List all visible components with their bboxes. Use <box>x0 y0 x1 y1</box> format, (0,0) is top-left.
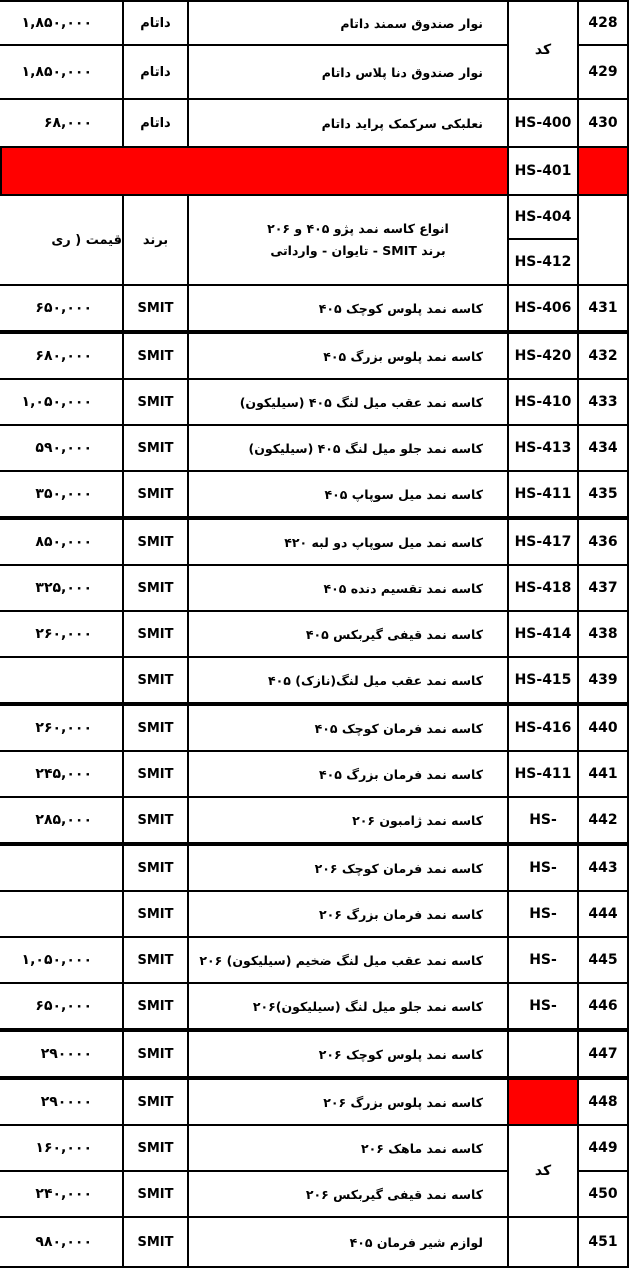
item-description: کاسه نمد پلوس بزرگ ۲۰۶ <box>187 1078 509 1126</box>
item-brand: SMIT <box>122 1078 189 1126</box>
item-price: ۹۸۰,۰۰۰ <box>0 1216 124 1268</box>
item-brand: SMIT <box>122 704 189 752</box>
item-price: ۲۶۰,۰۰۰ <box>0 704 124 752</box>
item-description: کاسه نمد پلوس کوچک ۴۰۵ <box>187 284 509 332</box>
item-code: HS-411 <box>507 750 579 798</box>
item-brand: SMIT <box>122 982 189 1030</box>
row-number: 440 <box>577 704 629 752</box>
item-price <box>0 890 124 938</box>
row-number: 430 <box>577 98 629 148</box>
item-code: HS-400 <box>507 98 579 148</box>
item-brand: SMIT <box>122 1170 189 1218</box>
item-code: HS-417 <box>507 518 579 566</box>
item-code: HS- <box>507 982 579 1030</box>
item-description: کاسه نمد قیفی گیربکس ۴۰۵ <box>187 610 509 658</box>
item-price: ۱,۰۵۰,۰۰۰ <box>0 378 124 426</box>
item-brand: SMIT <box>122 750 189 798</box>
item-price: ۳۵۰,۰۰۰ <box>0 470 124 518</box>
row-number: 439 <box>577 656 629 704</box>
item-code: HS-404 <box>507 194 579 240</box>
item-price: ۶۵۰,۰۰۰ <box>0 284 124 332</box>
row-number: 431 <box>577 284 629 332</box>
item-brand: SMIT <box>122 1216 189 1268</box>
item-price: ۲۹۰۰۰۰ <box>0 1078 124 1126</box>
item-price: ۶۸۰,۰۰۰ <box>0 332 124 380</box>
item-code: HS-410 <box>507 378 579 426</box>
item-price: ۶۸,۰۰۰ <box>0 98 124 148</box>
item-description: کاسه نمد فرمان کوچک ۴۰۵ <box>187 704 509 752</box>
row-number: 428 <box>577 0 629 46</box>
item-description: کاسه نمد میل سوپاپ ۴۰۵ <box>187 470 509 518</box>
item-brand: SMIT <box>122 564 189 612</box>
row-number: 449 <box>577 1124 629 1172</box>
item-price: ۸۵۰,۰۰۰ <box>0 518 124 566</box>
item-description: کاسه نمد عقب میل لنگ ضخیم (سیلیکون) ۲۰۶ <box>187 936 509 984</box>
item-price: ۱۶۰,۰۰۰ <box>0 1124 124 1172</box>
item-code: HS- <box>507 844 579 892</box>
item-brand: SMIT <box>122 890 189 938</box>
row-number: 447 <box>577 1030 629 1078</box>
item-code: HS-406 <box>507 284 579 332</box>
item-code: HS- <box>507 890 579 938</box>
item-description: کاسه نمد عقب میل لنگ(نازک) ۴۰۵ <box>187 656 509 704</box>
item-price: ۶۵۰,۰۰۰ <box>0 982 124 1030</box>
item-price: ۵۹۰,۰۰۰ <box>0 424 124 472</box>
item-price: ۲۴۵,۰۰۰ <box>0 750 124 798</box>
section-title <box>187 194 509 286</box>
item-brand: SMIT <box>122 284 189 332</box>
row-number-empty <box>577 194 629 286</box>
item-description: کاسه نمد فرمان بزرگ ۲۰۶ <box>187 890 509 938</box>
section-title-line-1: انواع کاسه نمد پژو ۴۰۵ و ۲۰۶ <box>267 221 449 236</box>
row-number: 451 <box>577 1216 629 1268</box>
row-number: 435 <box>577 470 629 518</box>
item-code: HS-420 <box>507 332 579 380</box>
item-code: HS-411 <box>507 470 579 518</box>
item-brand: SMIT <box>122 796 189 844</box>
row-number: 441 <box>577 750 629 798</box>
item-description: کاسه نمد ژامبون ۲۰۶ <box>187 796 509 844</box>
item-code: HS-418 <box>507 564 579 612</box>
item-description: کاسه نمد عقب میل لنگ ۴۰۵ (سیلیکون) <box>187 378 509 426</box>
item-code-merged: کد <box>507 0 579 100</box>
price-header: قیمت ( ری <box>0 194 124 286</box>
item-price: ۲۹۰۰۰۰ <box>0 1030 124 1078</box>
item-price <box>0 656 124 704</box>
item-description: کاسه نمد پلوس بزرگ ۴۰۵ <box>187 332 509 380</box>
item-description: کاسه نمد فرمان بزرگ ۴۰۵ <box>187 750 509 798</box>
item-brand: SMIT <box>122 936 189 984</box>
item-brand: SMIT <box>122 424 189 472</box>
item-price: ۲۴۰,۰۰۰ <box>0 1170 124 1218</box>
item-brand: داتام <box>122 0 189 46</box>
item-price: ۱,۸۵۰,۰۰۰ <box>0 0 124 46</box>
item-description: نعلبکی سرکمک پراید داتام <box>187 98 509 148</box>
item-description: لوازم شیر فرمان ۴۰۵ <box>187 1216 509 1268</box>
item-description: کاسه نمد میل سوپاپ دو لبه ۴۲۰ <box>187 518 509 566</box>
row-number: 442 <box>577 796 629 844</box>
item-price: ۲۶۰,۰۰۰ <box>0 610 124 658</box>
section-title-line-2: برند SMIT - تایوان - وارداتی <box>270 243 446 258</box>
item-description: کاسه نمد پلوس کوچک ۲۰۶ <box>187 1030 509 1078</box>
item-code: HS-416 <box>507 704 579 752</box>
item-brand: SMIT <box>122 610 189 658</box>
item-brand: SMIT <box>122 844 189 892</box>
row-number: 448 <box>577 1078 629 1126</box>
item-price: ۳۲۵,۰۰۰ <box>0 564 124 612</box>
item-code: HS-414 <box>507 610 579 658</box>
item-code: HS-415 <box>507 656 579 704</box>
item-price: ۱,۰۵۰,۰۰۰ <box>0 936 124 984</box>
highlight-cell <box>507 1078 579 1126</box>
item-code: HS-412 <box>507 238 579 286</box>
item-brand: SMIT <box>122 332 189 380</box>
item-price: ۲۸۵,۰۰۰ <box>0 796 124 844</box>
item-brand: SMIT <box>122 1030 189 1078</box>
item-description: کاسه نمد تقسیم دنده ۴۰۵ <box>187 564 509 612</box>
highlight-band <box>0 146 509 196</box>
row-number: 446 <box>577 982 629 1030</box>
item-description: نوار صندوق دنا پلاس داتام <box>187 44 509 100</box>
row-number: 450 <box>577 1170 629 1218</box>
item-code: HS- <box>507 936 579 984</box>
row-number: 438 <box>577 610 629 658</box>
item-description: کاسه نمد جلو میل لنگ ۴۰۵ (سیلیکون) <box>187 424 509 472</box>
row-number: 437 <box>577 564 629 612</box>
brand-header: برند <box>122 194 189 286</box>
item-description: نوار صندوق سمند داتام <box>187 0 509 46</box>
item-price: ۱,۸۵۰,۰۰۰ <box>0 44 124 100</box>
highlight-cell <box>577 146 629 196</box>
item-description: کاسه نمد ماهک ۲۰۶ <box>187 1124 509 1172</box>
item-code-empty <box>507 1216 579 1268</box>
item-code: HS-413 <box>507 424 579 472</box>
item-brand: SMIT <box>122 1124 189 1172</box>
item-description: کاسه نمد قیفی گیربکس ۲۰۶ <box>187 1170 509 1218</box>
item-description: کاسه نمد فرمان کوچک ۲۰۶ <box>187 844 509 892</box>
item-brand: SMIT <box>122 656 189 704</box>
item-code-merged: کد <box>507 1124 579 1218</box>
row-number: 429 <box>577 44 629 100</box>
item-brand: داتام <box>122 44 189 100</box>
item-brand: داتام <box>122 98 189 148</box>
row-number: 432 <box>577 332 629 380</box>
row-number: 434 <box>577 424 629 472</box>
row-number: 436 <box>577 518 629 566</box>
row-number: 444 <box>577 890 629 938</box>
item-code <box>507 1030 579 1078</box>
item-brand: SMIT <box>122 518 189 566</box>
item-description: کاسه نمد جلو میل لنگ (سیلیکون)۲۰۶ <box>187 982 509 1030</box>
item-brand: SMIT <box>122 470 189 518</box>
row-number: 445 <box>577 936 629 984</box>
item-code: HS- <box>507 796 579 844</box>
item-price <box>0 844 124 892</box>
item-code: HS-401 <box>507 146 579 196</box>
row-number: 433 <box>577 378 629 426</box>
item-brand: SMIT <box>122 378 189 426</box>
row-number: 443 <box>577 844 629 892</box>
